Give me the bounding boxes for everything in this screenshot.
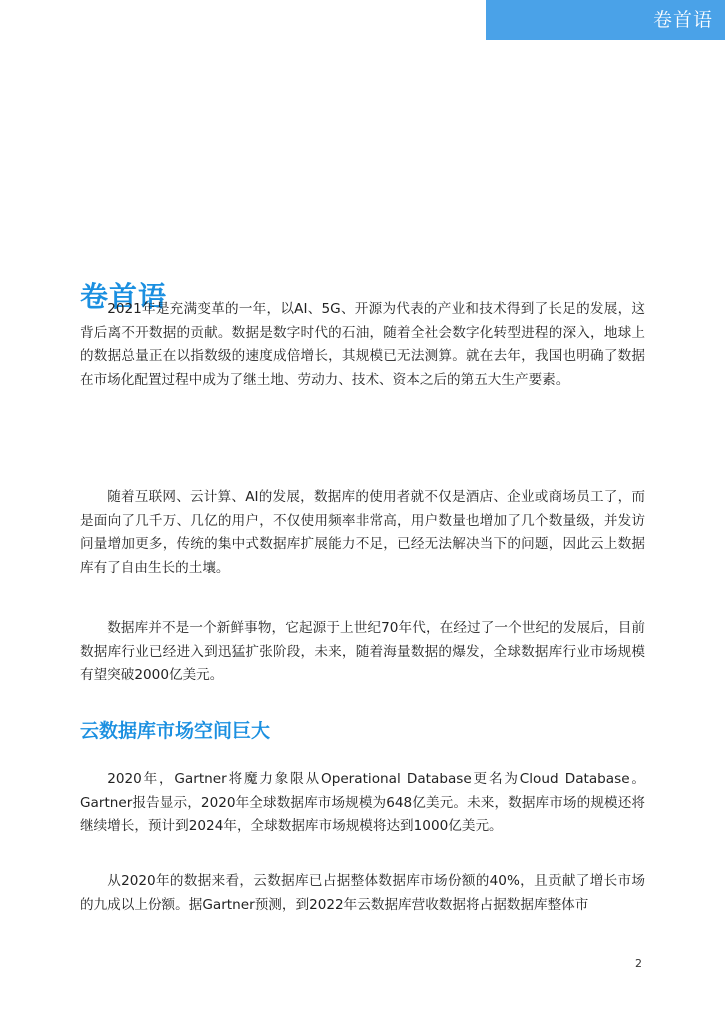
intro-paragraph-3: 数据库并不是一个新鲜事物，它起源于上世纪70年代，在经过了一个世纪的发展后，目前数据库行业已经进入到迅猛扩张阶段，未来，随着海量数据的爆发，全球数据库行业市场规模有望突破2000亿美元。 <box>80 620 645 684</box>
section-paragraph-2: 从2020年的数据来看，云数据库已占据整体数据库市场份额的40%，且贡献了增长市场的九成以上份额。据Gartner预测，到2022年云数据库营收数据将占据数据库整体市 <box>80 873 645 913</box>
intro-paragraph-1: 2021年是充满变革的一年，以AI、5G、开源为代表的产业和技术得到了长足的发展，这背后离不开数据的贡献。数据是数字时代的石油，随着全社会数字化转型进程的深入，地球上的数据总量正在以指数级的速度成倍增长，其规模已无法测算。就在去年，我国也明确了数据在市场化配置过程中成为了继土地、劳动力、技术、资本之后的第五大生产要素。 <box>80 301 645 389</box>
section-paragraph-1: 2020年，Gartner将魔力象限从Operational Database更名为Cloud Database。Gartner报告显示，2020年全球数据库市场规模为648亿美元。未来，数据库市场的规模还将继续增长，预计到2024年，全球数据库市场规模将达到1000亿美元。 <box>80 771 645 835</box>
header-section-tab <box>486 0 725 40</box>
intro-paragraph-2: 随着互联网、云计算、AI的发展，数据库的使用者就不仅是酒店、企业或商场员工了，而是面向了几千万、几亿的用户，不仅使用频率非常高，用户数量也增加了几个数量级，并发访问量增加更多，传统的集中式数据库扩展能力不足，已经无法解决当下的问题，因此云上数据库有了自由生长的土壤。 <box>80 489 645 577</box>
header-section-label: 卷首语 <box>652 9 713 31</box>
section-title: 云数据库市场空间巨大 <box>80 720 271 742</box>
page-number: 2 <box>635 957 642 970</box>
page-title: 卷首语 <box>80 280 168 313</box>
